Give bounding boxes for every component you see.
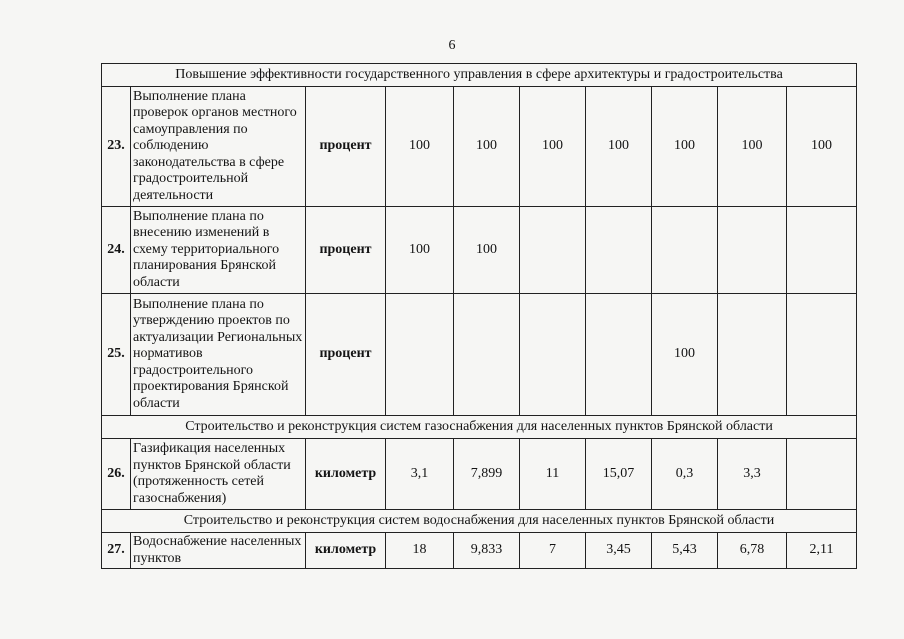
value-cell: 7,899 [454,439,520,510]
value-cell [520,207,586,294]
value-cell: 5,43 [652,533,718,569]
value-cell: 100 [454,207,520,294]
value-cell [718,294,787,416]
value-cell: 3,45 [586,533,652,569]
value-cell: 7 [520,533,586,569]
indicator-name: Выполнение плана по утверждению проектов по актуализации Региональных нормативов градостроительного проектирования Брянской области [131,294,306,416]
value-cell: 18 [386,533,454,569]
value-cell [454,294,520,416]
row-number: 26. [102,439,131,510]
unit-cell: процент [306,207,386,294]
value-cell: 9,833 [454,533,520,569]
section-title: Строительство и реконструкция систем водоснабжения для населенных пунктов Брянской области [102,510,857,533]
value-cell [718,207,787,294]
section-header-row [102,510,857,533]
value-cell: 100 [520,87,586,207]
table-row [102,533,857,569]
indicator-name: Водоснабжение населенных пунктов [131,533,306,569]
section-header-row [102,416,857,439]
value-cell [787,439,857,510]
unit-cell: километр [306,439,386,510]
table-row [102,439,857,510]
unit-cell: процент [306,87,386,207]
value-cell: 100 [586,87,652,207]
unit-cell: процент [306,294,386,416]
indicators-table [101,63,857,569]
value-cell: 100 [652,87,718,207]
value-cell [386,294,454,416]
value-cell: 6,78 [718,533,787,569]
indicator-name: Выполнение плана по внесению изменений в схему территориального планирования Брянской области [131,207,306,294]
section-title: Строительство и реконструкция систем газоснабжения для населенных пунктов Брянской области [102,416,857,439]
value-cell [652,207,718,294]
page-number: 6 [448,38,456,53]
row-number: 23. [102,87,131,207]
value-cell [787,294,857,416]
value-cell: 100 [454,87,520,207]
indicator-name: Газификация населенных пунктов Брянской области (протяженность сетей газоснабжения) [131,439,306,510]
section-title: Повышение эффективности государственного управления в сфере архитектуры и градостроительства [102,64,857,87]
value-cell: 15,07 [586,439,652,510]
value-cell: 11 [520,439,586,510]
unit-cell: километр [306,533,386,569]
value-cell: 100 [386,207,454,294]
value-cell [586,294,652,416]
value-cell: 100 [718,87,787,207]
indicator-name: Выполнение плана проверок органов местного самоуправления по соблюдению законодательства в сфере градостроительной деятельности [131,87,306,207]
value-cell: 100 [386,87,454,207]
table-row [102,294,857,416]
value-cell: 0,3 [652,439,718,510]
value-cell [586,207,652,294]
value-cell: 100 [787,87,857,207]
row-number: 27. [102,533,131,569]
row-number: 24. [102,207,131,294]
value-cell: 3,1 [386,439,454,510]
table-row [102,87,857,207]
value-cell: 3,3 [718,439,787,510]
value-cell [520,294,586,416]
value-cell: 100 [652,294,718,416]
value-cell: 2,11 [787,533,857,569]
table-row [102,207,857,294]
row-number: 25. [102,294,131,416]
section-header-row [102,64,857,87]
value-cell [787,207,857,294]
